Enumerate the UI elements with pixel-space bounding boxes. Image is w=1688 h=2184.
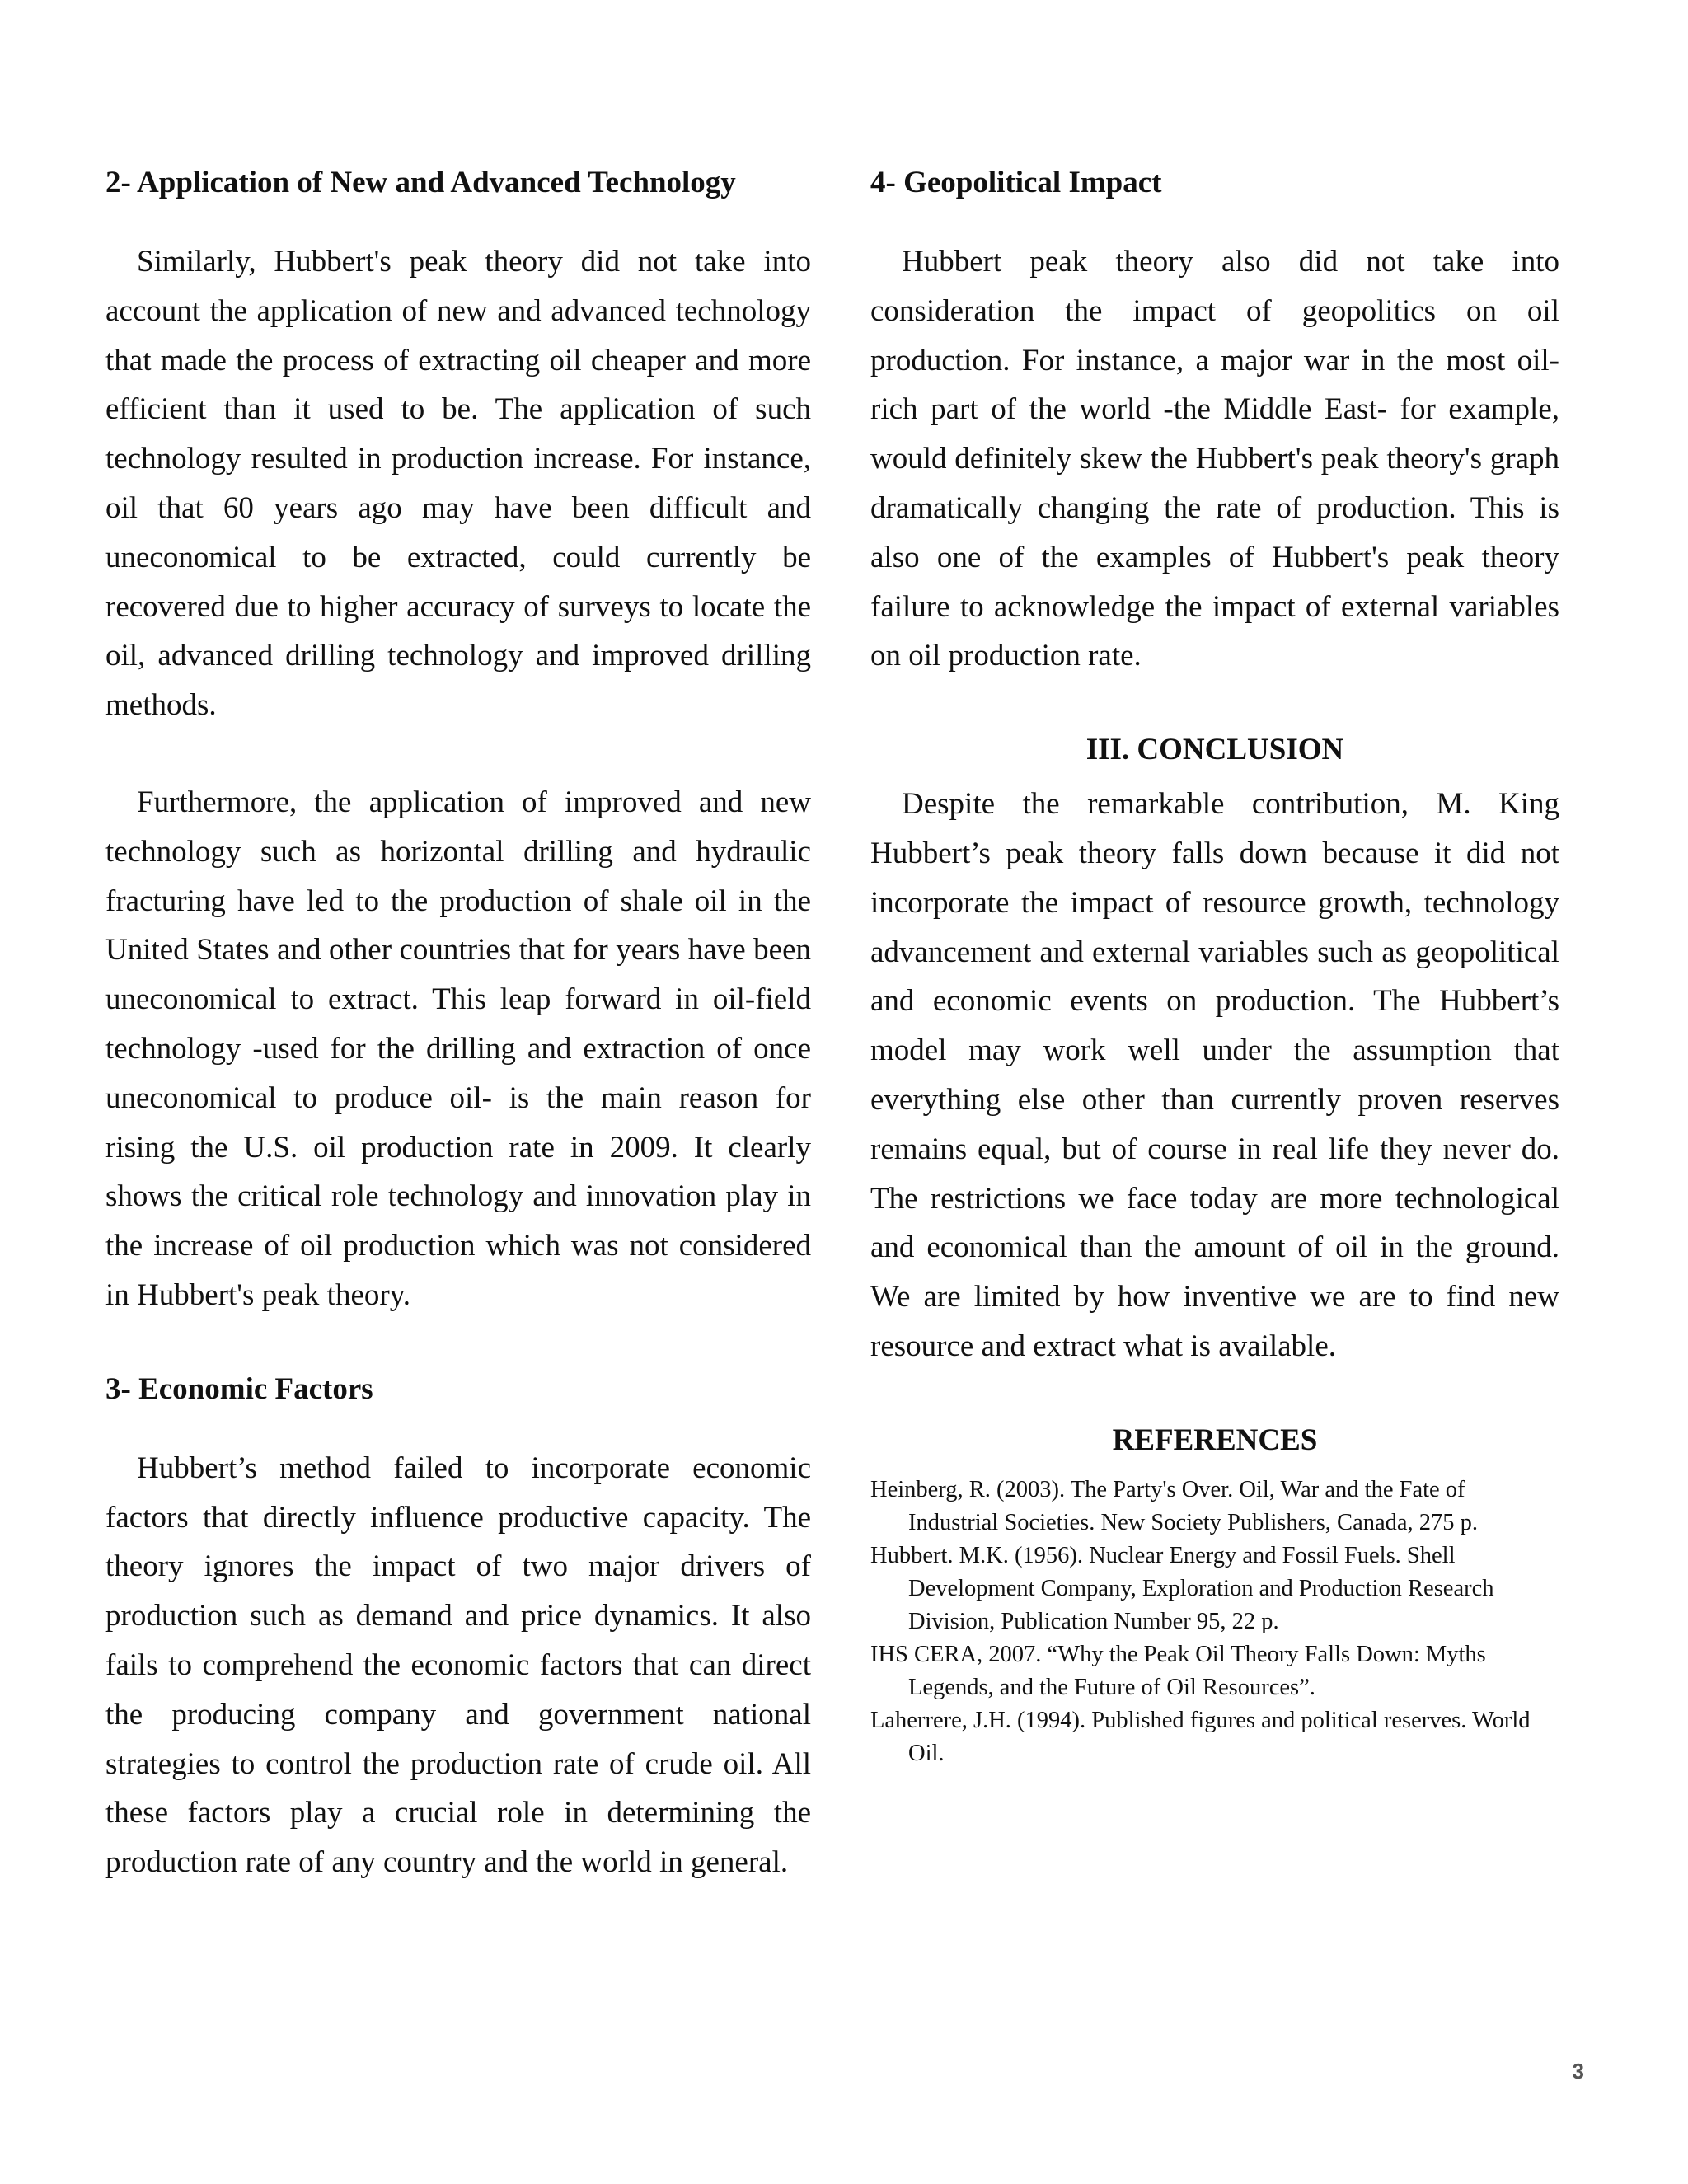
- section-heading-conclusion: III. CONCLUSION: [1085, 733, 1344, 767]
- paragraph-geopolitical-1: Hubbert peak theory also did not take into consideration the impact of geopolitics on oil production. For instance, a major war in the most oil-rich part of the world -the Middle East- for example, would definitely skew the Hubbert's peak theory's graph dramatically changing the rate of production. This is also one of the examples of Hubbert's peak theory failure to acknowledge the impact of external variables on oil production rate.: [870, 245, 1559, 673]
- section-heading-technology: 2- Application of New and Advanced Technology: [106, 166, 736, 199]
- paragraph-technology-2: Furthermore, the application of improved and new technology such as horizontal drilling and hydraulic fracturing have led to the production of shale oil in the United States and other countries that for years have been uneconomical to extract. This leap forward in oil-field technology -used for the drilling and extraction of once uneconomical to produce oil- is the main reason for rising the U.S. oil production rate in 2009. It clearly shows the critical role technology and innovation play in the increase of oil production which was not considered in Hubbert's peak theory.: [106, 785, 811, 1312]
- references-list: [870, 1474, 1559, 1770]
- right-column: [870, 162, 1559, 1770]
- paragraph-economic-1: Hubbert’s method failed to incorporate economic factors that directly influence productive capacity. The theory ignores the impact of two major drivers of production such as demand and price dynamics. It also fails to comprehend the economic factors that can direct the producing company and government national strategies to control the production rate of crude oil. All these factors play a crucial role in determining the production rate of any country and the world in general.: [106, 1451, 811, 1880]
- reference-item: Heinberg, R. (2003). The Party's Over. Oil, War and the Fate of Industrial Societies. New Society Publishers, Canada, 275 p.: [870, 1476, 1479, 1535]
- section-heading-economic: 3- Economic Factors: [106, 1371, 373, 1406]
- paragraph-technology-1: Similarly, Hubbert's peak theory did not take into account the application of new and advanced technology that made the process of extracting oil cheaper and more efficient than it used to be. The application of such technology resulted in production increase. For instance, oil that 60 years ago may have been difficult and uneconomical to be extracted, could currently be recovered due to higher accuracy of surveys to locate the oil, advanced drilling technology and improved drilling methods.: [106, 245, 811, 723]
- reference-item: Laherrere, J.H. (1994). Published figures and political reserves. World Oil.: [870, 1707, 1531, 1766]
- reference-item: Hubbert. M.K. (1956). Nuclear Energy and Fossil Fuels. Shell Development Company, Exploration and Production Research Division, Publication Number 95, 22 p.: [870, 1542, 1494, 1634]
- page-number: 3: [1572, 2059, 1584, 2083]
- reference-item: IHS CERA, 2007. “Why the Peak Oil Theory Falls Down: Myths Legends, and the Future of Oil Resources”.: [870, 1641, 1486, 1700]
- section-heading-references: REFERENCES: [1112, 1422, 1318, 1457]
- section-heading-geopolitical: 4- Geopolitical Impact: [870, 166, 1162, 199]
- left-column: [106, 162, 811, 1887]
- paragraph-conclusion-1: Despite the remarkable contribution, M. King Hubbert’s peak theory falls down because it did not incorporate the impact of resource growth, technology advancement and external variables such as geopolitical and economic events on production. The Hubbert’s model may work well under the assumption that everything else other than currently proven reserves remains equal, but of course in real life they never do. The restrictions we face today are more technological and economical than the amount of oil in the ground. We are limited by how inventive we are to find new resource and extract what is available.: [870, 787, 1559, 1363]
